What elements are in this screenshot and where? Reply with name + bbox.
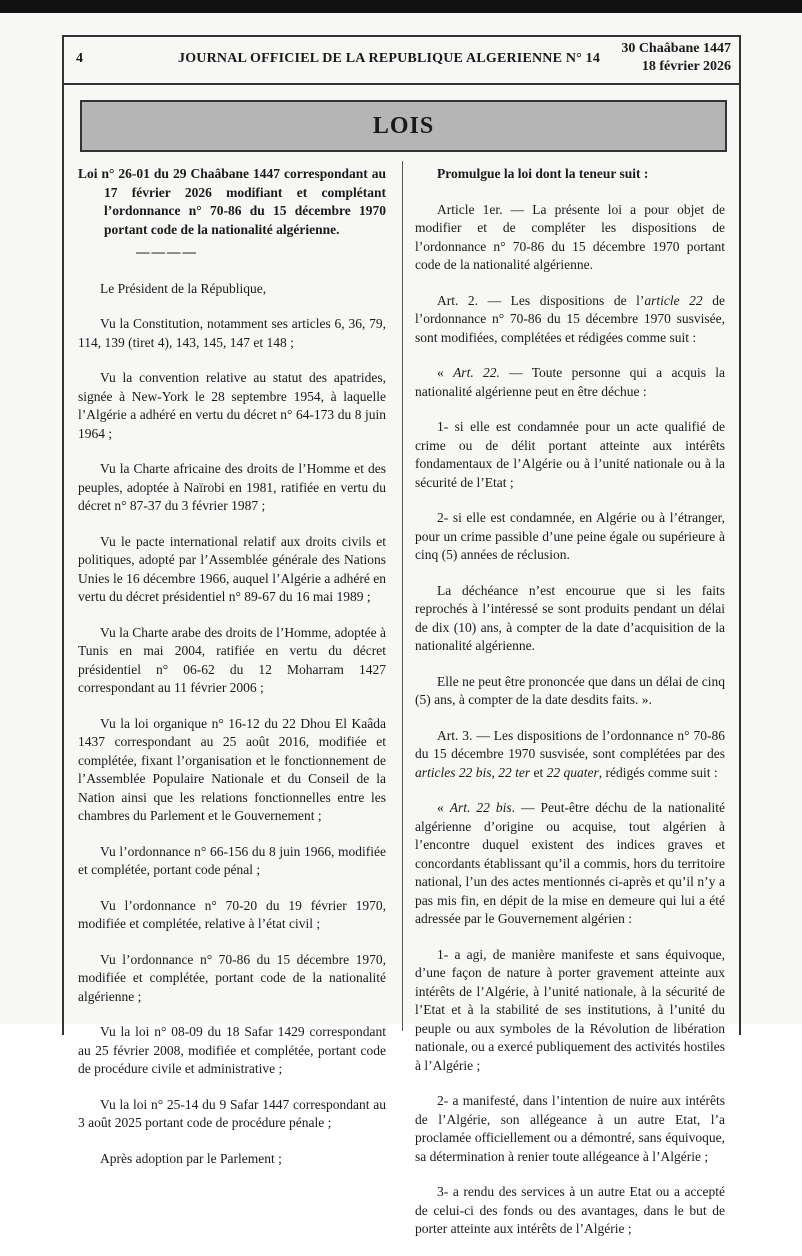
article-1: Article 1er. — La présente loi a pour objet de modifier et de compléter les dispositions de l’ordonnance n° 70-86 du 15 décembre 1970 portant code de la nationalité algérienne. bbox=[415, 201, 725, 272]
visa-paragraph: Vu l’ordonnance n° 70-86 du 15 décembre 1970, modifiée et complétée, portant code de la nationalité algérienne ; bbox=[78, 951, 386, 1004]
article-3-reference: articles 22 bis bbox=[415, 764, 492, 780]
visa-paragraph: Vu la Constitution, notamment ses articles 6, 36, 79, 114, 139 (tiret 4), 143, 145, 147 et 148 ; bbox=[78, 316, 386, 350]
article-3-text: , rédigés comme suit : bbox=[598, 764, 718, 780]
journal-title: JOURNAL OFFICIEL DE LA REPUBLIQUE ALGERIENNE N° 14 bbox=[178, 51, 601, 66]
visa-paragraph: Vu l’ordonnance n° 66-156 du 8 juin 1966, modifiée et complétée, portant code pénal ; bbox=[78, 843, 386, 877]
visa-paragraph: Vu la loi organique n° 16-12 du 22 Dhou El Kaâda 1437 correspondant au 25 août 2016, modifiée et complétée, fixant l’organisation et le fonctionnement de l’Assemblée Populaire Nationale et du Conseil de la Nation ainsi que les relations fonctionnelles entre les chambres du Parlement et le Gouvernement ; bbox=[78, 715, 386, 823]
article-22-bis-reference: Art. 22 bis bbox=[449, 800, 512, 815]
loi-title: Loi n° 26-01 du 29 Chaâbane 1447 correspondant au 17 février 2026 modifiant et complétant l’ordonnance n° 70-86 du 15 décembre 1970 portant code de la nationalité algérienne. bbox=[78, 166, 386, 237]
top-bar bbox=[0, 0, 802, 13]
title-separator: ———— bbox=[136, 244, 198, 259]
article-22-bis-item: 1- a agi, de manière manifeste et sans équivoque, d’une façon de nature à porter gravement atteinte aux intérêts de l’Algérie, à l’unité nationale, à la sécurité de l’Etat et à la stabilité de ses institutions, à l’unité du peuple ou aux symboles de la Révolution de libération nationale, ou a exercé publiquement des activités hostiles à l’Algérie ; bbox=[415, 946, 725, 1073]
visa-paragraph: Après adoption par le Parlement ; bbox=[100, 1150, 282, 1166]
article-22-item: Elle ne peut être prononcée que dans un délai de cinq (5) ans, à compter de la date desdits faits. ». bbox=[415, 673, 725, 707]
article-22-item: 1- si elle est condamnée pour un acte qualifié de crime ou de délit portant atteinte aux intérêts fondamentaux de l’Algérie ou à l’unité nationale ou à la sécurité de l’Etat ; bbox=[415, 419, 725, 490]
article-22-quote: « bbox=[437, 365, 454, 380]
visa-paragraph: Vu la Charte arabe des droits de l’Homme, adoptée à Tunis en mai 2004, ratifiée en vertu du décret présidentiel n° 06-62 du 12 Moharram 1427 correspondant au 11 février 2006 ; bbox=[78, 624, 386, 695]
article-3-reference: 22 ter bbox=[498, 764, 531, 780]
article-3-text: , bbox=[491, 764, 499, 780]
section-title: LOIS bbox=[372, 112, 435, 139]
visa-paragraph: Vu la Charte africaine des droits de l’Homme et des peuples, adoptée à Naïrobi en 1981, ratifiée en vertu du décret n° 87-37 du 3 février 1987 ; bbox=[78, 461, 386, 513]
visa-paragraph: Vu la convention relative au statut des apatrides, signée à New-York le 28 septembre 1954, à laquelle l’Algérie a adhéré en vertu du décret n° 64-173 du 8 juin 1964 ; bbox=[78, 370, 386, 441]
article-22-item: 2- si elle est condamnée, en Algérie ou à l’étranger, pour un crime passible d’une peine égale ou supérieure à cinq (5) années de réclusion. bbox=[415, 510, 725, 562]
frame-right-rule bbox=[739, 35, 741, 1035]
article-3 bbox=[415, 727, 725, 783]
page-number: 4 bbox=[76, 51, 83, 66]
article-22-item: La déchéance n’est encourue que si les faits reprochés à l’intéressé se sont produits pendant un délai de dix (10) ans, à compter de la date d’acquisition de la nationalité algérienne. bbox=[415, 582, 725, 653]
article-22-bis-text: . — Peut-être déchu de la nationalité algérienne d’origine ou acquise, tout algérien à l’encontre duquel existent des indices graves et concordants établissant qu’il a commis, hors du territoire national, l’un des actes mentionnés ci-après et qu’il n’y a pas mis fin, en dépit de la mise en demeure qui lui a été adressée par le Gouvernement algérien : bbox=[415, 800, 725, 926]
section-banner bbox=[80, 100, 727, 152]
article-3-reference: 22 quater bbox=[546, 764, 599, 780]
article-2-text: de l’ordonnance n° 70-86 du 15 décembre 1970 susvisée, sont modifiées, complétées et rédigées comme suit : bbox=[415, 292, 725, 345]
article-22-bis-item: 3- a rendu des services à un autre Etat ou a accepté de celui-ci des fonds ou des avantages, dans le but de porter atteinte aux intérêts de l’Algérie ; bbox=[415, 1184, 725, 1236]
frame-left-rule bbox=[62, 35, 64, 1035]
visa-paragraph: Le Président de la République, bbox=[100, 280, 267, 296]
visa-paragraph: Vu la loi n° 25-14 du 9 Safar 1447 correspondant au 3 août 2025 portant code de procédure pénale ; bbox=[78, 1096, 386, 1130]
page-header bbox=[62, 35, 741, 85]
visa-paragraph: Vu la loi n° 08-09 du 18 Safar 1429 correspondant au 25 février 2008, modifiée et complétée, portant code de procédure civile et administrative ; bbox=[78, 1024, 386, 1076]
visa-paragraph: Vu le pacte international relatif aux droits civils et politiques, adopté par l’Assemblée générale des Nations Unies le 16 décembre 1966, auquel l’Algérie a adhéré en vertu du décret présidentiel n° 89-67 du 16 mai 1989 ; bbox=[78, 533, 386, 604]
article-2-text: Art. 2. — Les dispositions de l’ bbox=[437, 292, 645, 308]
article-3-text: Art. 3. — Les dispositions de l’ordonnance n° 70-86 du 15 décembre 1970 susvisée, sont complétées par des bbox=[415, 727, 725, 761]
article-2 bbox=[415, 292, 725, 348]
date-hijri: 30 Chaâbane 1447 bbox=[621, 41, 731, 56]
article-22-reference: Art. 22. bbox=[453, 365, 500, 380]
article-3-text: et bbox=[530, 764, 547, 780]
right-column bbox=[415, 165, 725, 1256]
article-2-reference: article 22 bbox=[644, 292, 703, 308]
article-22-text: — Toute personne qui a acquis la nationalité algérienne peut en être déchue : bbox=[415, 365, 725, 399]
column-divider bbox=[402, 161, 403, 1031]
date-gregorian: 18 février 2026 bbox=[641, 59, 731, 74]
article-22-bis-intro bbox=[415, 799, 725, 929]
article-22-bis-quote: « bbox=[437, 800, 450, 815]
article-22-intro bbox=[415, 364, 725, 401]
promulgation-line: Promulgue la loi dont la teneur suit : bbox=[437, 166, 649, 181]
left-column bbox=[78, 165, 386, 1185]
journal-page bbox=[0, 13, 802, 1236]
visa-paragraph: Vu l’ordonnance n° 70-20 du 19 février 1970, modifiée et complétée, relative à l’état civil ; bbox=[78, 897, 386, 931]
article-22-bis-item: 2- a manifesté, dans l’intention de nuire aux intérêts de l’Algérie, son allégeance à un autre Etat, l’a proclamée officiellement ou a démontré, sans équivoque, sa détermination à renier toute allégeance à l’Algérie ; bbox=[415, 1093, 725, 1164]
